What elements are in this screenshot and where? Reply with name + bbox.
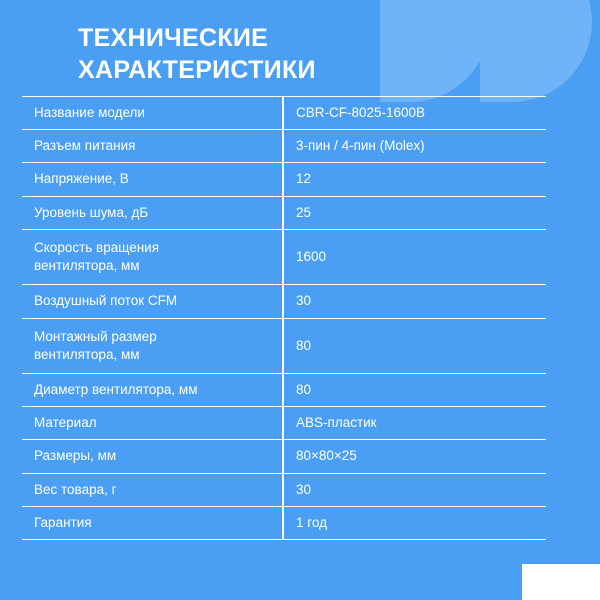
- spec-value: CBR-CF-8025-1600B: [283, 97, 546, 130]
- specifications-table-body: [22, 97, 546, 540]
- specifications-table: [22, 96, 546, 540]
- spec-value: 1 год: [283, 506, 546, 539]
- table-row: [22, 506, 546, 539]
- spec-value: 80: [283, 373, 546, 406]
- table-row: [22, 163, 546, 196]
- spec-value: 80×80×25: [283, 440, 546, 473]
- spec-value: 80: [283, 318, 546, 373]
- page-title-line-1: ТЕХНИЧЕСКИЕ: [78, 24, 269, 52]
- corner-accent-block: [522, 564, 600, 600]
- spec-value: 3-пин / 4-пин (Molex): [283, 130, 546, 163]
- spec-value: 30: [283, 473, 546, 506]
- spec-label: Вес товара, г: [34, 481, 117, 497]
- spec-label: Воздушный поток CFM: [34, 293, 178, 309]
- spec-value: 30: [283, 285, 546, 318]
- spec-label: Монтажный размер вентилятора, мм: [34, 328, 157, 362]
- table-row: [22, 407, 546, 440]
- spec-value: 1600: [283, 229, 546, 284]
- decorative-arc-left: [380, 0, 490, 102]
- spec-value: 12: [283, 163, 546, 196]
- spec-label: Название модели: [34, 105, 145, 120]
- decorative-arc-right: [480, 0, 592, 102]
- table-row: [22, 229, 546, 284]
- spec-value: 25: [283, 196, 546, 229]
- spec-label: Диаметр вентилятора, мм: [34, 381, 198, 397]
- spec-label: Материал: [34, 415, 97, 431]
- table-row: [22, 196, 546, 229]
- table-row: [22, 473, 546, 506]
- spec-label: Гарантия: [34, 514, 92, 530]
- page-title: [78, 22, 316, 86]
- spec-label: Скорость вращения вентилятора, мм: [34, 239, 160, 274]
- spec-label: Размеры, мм: [34, 448, 117, 464]
- table-row: [22, 285, 546, 318]
- spec-label: Напряжение, В: [34, 171, 129, 187]
- spec-label: Разъем питания: [34, 138, 136, 154]
- table-row: [22, 440, 546, 473]
- table-row: [22, 97, 546, 130]
- decorative-quote-arcs: [380, 0, 600, 110]
- table-row: [22, 318, 546, 373]
- spec-label: Уровень шума, дБ: [34, 204, 149, 220]
- table-row: [22, 130, 546, 163]
- spec-value: ABS-пластик: [283, 407, 546, 440]
- table-row: [22, 373, 546, 406]
- page-title-line-2: ХАРАКТЕРИСТИКИ: [78, 56, 316, 84]
